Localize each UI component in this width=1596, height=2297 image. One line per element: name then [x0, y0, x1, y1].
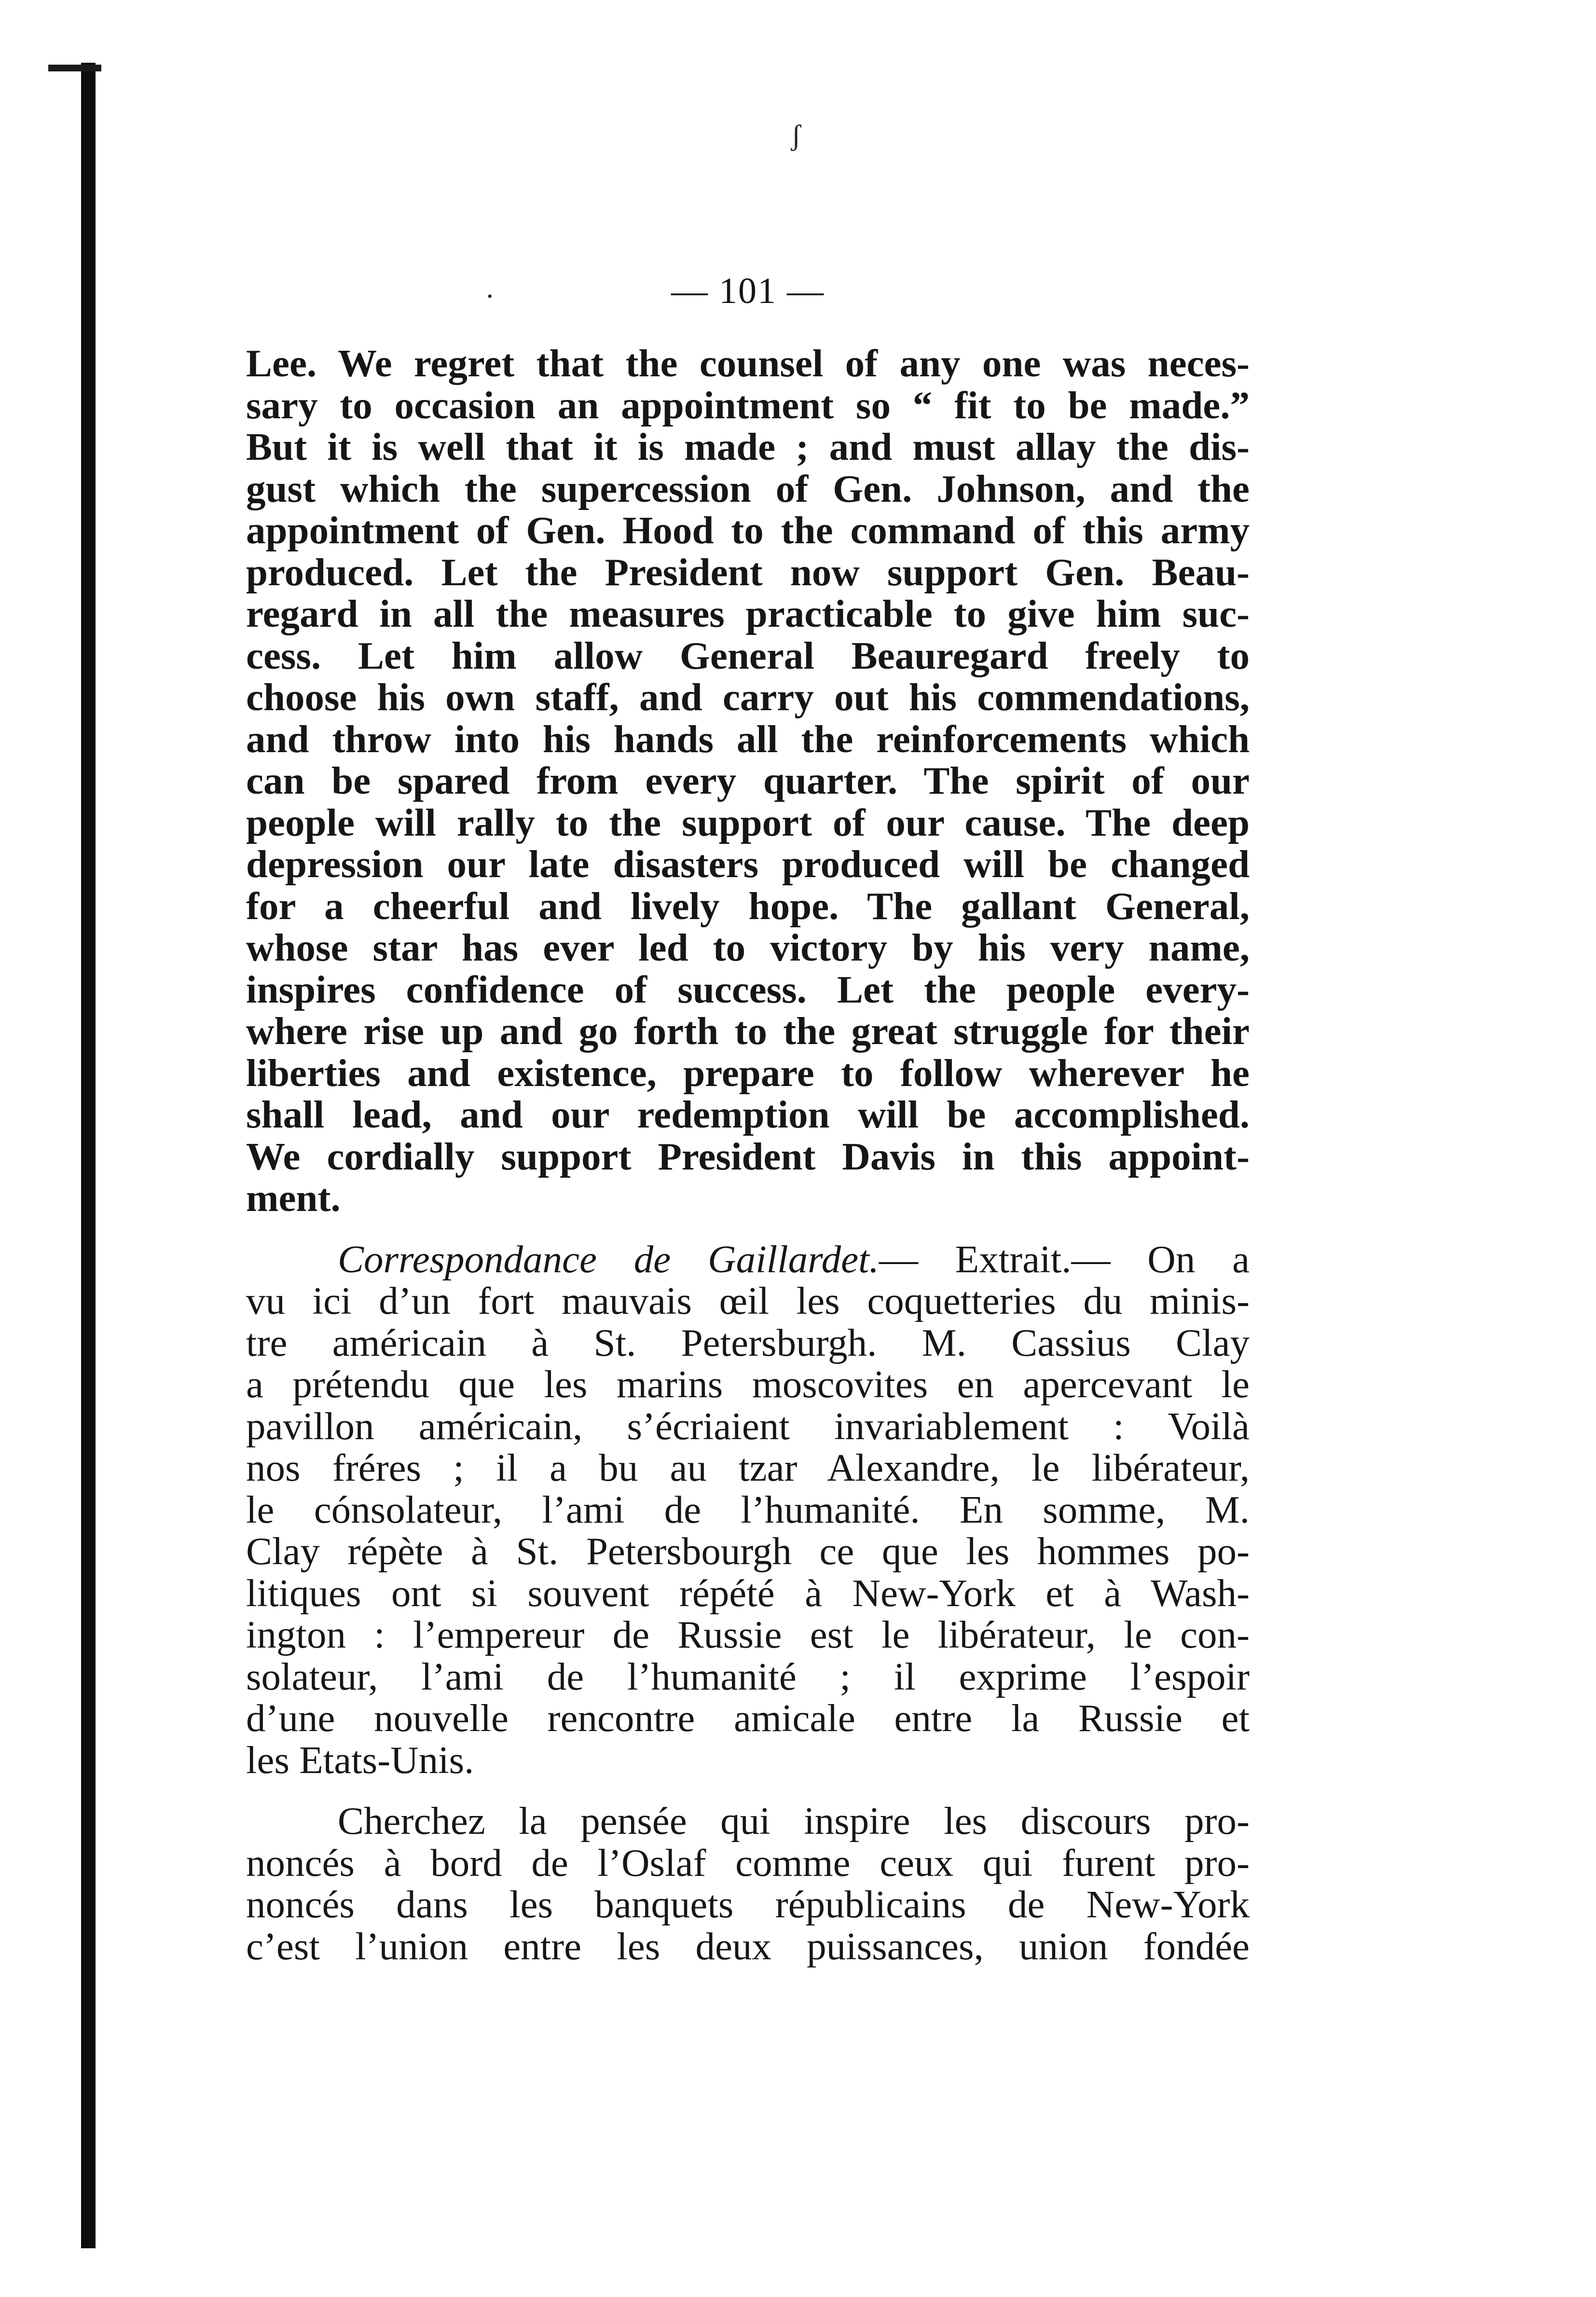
text-line: people will rally to the support of our cause. The deep [246, 800, 1250, 844]
heading-continuation: — Extrait.— On a [879, 1237, 1250, 1281]
ink-speck: ʃ [791, 119, 801, 151]
text-line: noncés dans les banquets républicains de New-York [246, 1883, 1250, 1926]
text-line: whose star has ever led to victory by his very name, [246, 926, 1250, 969]
text-line: litiques ont si souvent répété à New-York et à Wash- [246, 1571, 1250, 1615]
text-line: les Etats-Unis. [246, 1738, 474, 1782]
text-line: regard in all the measures practicable to give him suc- [246, 592, 1250, 635]
text-line: produced. Let the President now support Gen. Beau- [246, 550, 1250, 594]
text-line: Cherchez la pensée qui inspire les discours pro- [338, 1799, 1250, 1843]
text-line: for a cheerful and lively hope. The gallant General, [246, 884, 1250, 928]
text-line: a prétendu que les marins moscovites en apercevant le [246, 1362, 1250, 1406]
text-line: appointment of Gen. Hood to the command of this army [246, 509, 1250, 552]
text-line: c’est l’union entre les deux puissances, union fondée [246, 1924, 1250, 1968]
paragraph-gaillardet [246, 1238, 1250, 1781]
text-line: cess. Let him allow General Beauregard freely to [246, 633, 1250, 677]
text-line: gust which the supercession of Gen. Johnson, and the [246, 467, 1250, 510]
text-line: nos fréres ; il a bu au tzar Alexandre, le libérateur, [246, 1446, 1250, 1489]
text-line: vu ici d’un fort mauvais œil les coquetteries du minis- [246, 1279, 1250, 1322]
text-line: But it is well that it is made ; and must allay the dis- [246, 425, 1250, 468]
text-line [246, 1238, 1250, 1280]
text-line: ington : l’empereur de Russie est le libérateur, le con- [246, 1613, 1250, 1656]
ink-speck: • [487, 289, 493, 304]
text-line: d’une nouvelle rencontre amicale entre la Russie et [246, 1696, 1250, 1740]
text-line: choose his own staff, and carry out his commendations, [246, 675, 1250, 719]
text-line: sary to occasion an appointment so “ fit to be made.” [246, 383, 1250, 427]
body-text [246, 343, 1250, 1967]
text-line: ment. [246, 1176, 341, 1220]
text-line: inspires confidence of success. Let the people every- [246, 967, 1250, 1011]
text-line: solateur, l’ami de l’humanité ; il exprime l’espoir [246, 1654, 1250, 1698]
text-line: Clay répète à St. Petersbourgh ce que les hommes po- [246, 1529, 1250, 1573]
article-heading: Correspondance de Gaillardet. [338, 1237, 879, 1281]
text-line: shall lead, and our redemption will be accomplished. [246, 1093, 1250, 1136]
paragraph-cherchez [246, 1800, 1250, 1967]
binding-edge-rule [81, 63, 96, 2248]
text-line: Lee. We regret that the counsel of any one was neces- [246, 342, 1250, 385]
text-line: liberties and existence, prepare to follow wherever he [246, 1051, 1250, 1095]
text-line: and throw into his hands all the reinforcements which [246, 717, 1250, 761]
text-line: where rise up and go forth to the great struggle for their [246, 1009, 1250, 1053]
binding-edge-tick [48, 65, 101, 71]
text-line: noncés à bord de l’Oslaf comme ceux qui furent pro- [246, 1841, 1250, 1884]
text-line: can be spared from every quarter. The spirit of our [246, 759, 1250, 802]
paragraph-lee-appointment [246, 343, 1250, 1219]
text-line: le cónsolateur, l’ami de l’humanité. En somme, M. [246, 1487, 1250, 1531]
text-line: We cordially support President Davis in this appoint- [246, 1134, 1250, 1178]
text-line: depression our late disasters produced will be changed [246, 842, 1250, 886]
page-number: — 101 — [671, 271, 825, 311]
text-line: pavillon américain, s’écriaient invariablement : Voilà [246, 1404, 1250, 1448]
text-line: tre américain à St. Petersburgh. M. Cassius Clay [246, 1320, 1250, 1364]
